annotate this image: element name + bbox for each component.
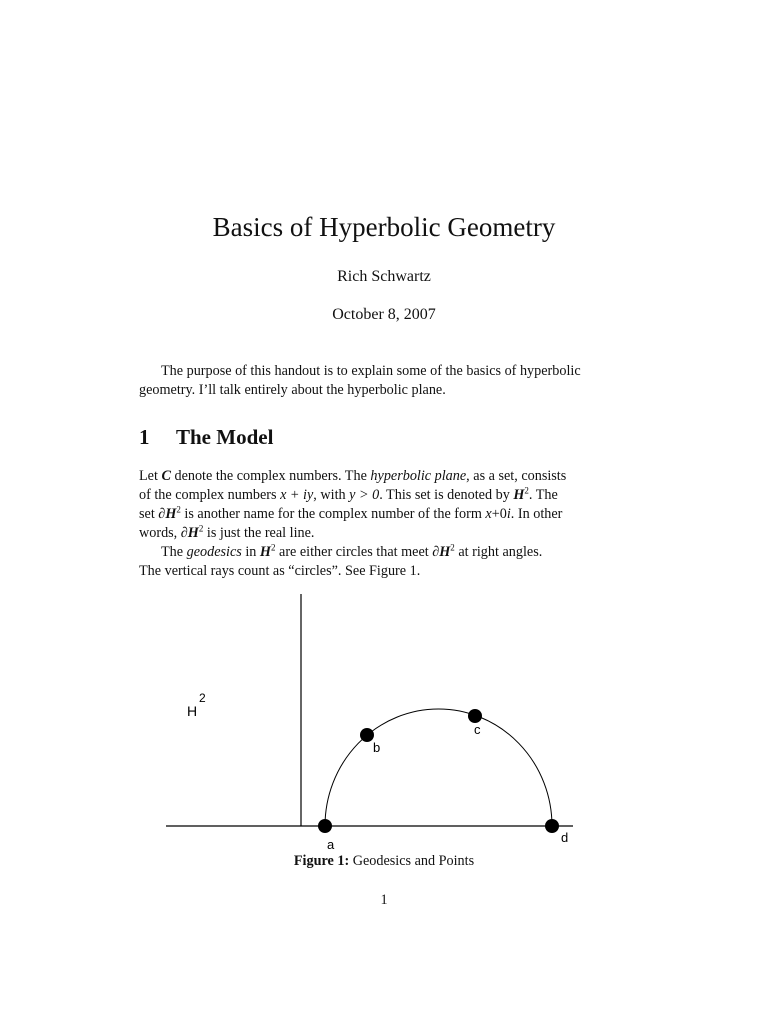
section-number: 1: [139, 425, 150, 449]
point-a: [318, 819, 332, 833]
geodesic-semicircle: [325, 709, 552, 826]
body-line-6: The vertical rays count as “circles”. See Figure 1.: [139, 563, 421, 579]
region-label: H: [187, 703, 198, 719]
author-name: Rich Schwartz: [337, 268, 431, 285]
point-d-label: d: [561, 830, 569, 845]
figure-caption: [0, 853, 768, 870]
body-line-4: words, $\partial H^2$ is just the real line.: [139, 523, 315, 541]
page-number: 1: [380, 892, 388, 908]
caption-text: Geodesics and Points: [349, 853, 475, 869]
body-line-5: The geodesics in $H^2$ are either circles that meet $\partial H^2$ at right angles.: [161, 542, 543, 560]
abstract-line-1: The purpose of this handout is to explain some of the basics of hyperbolic: [161, 363, 581, 379]
abstract-line-2: geometry. I’ll talk entirely about the hyperbolic plane.: [139, 382, 446, 398]
point-b: [360, 728, 374, 742]
paper-title: Basics of Hyperbolic Geometry: [212, 212, 556, 242]
caption-label: Figure 1:: [293, 853, 350, 869]
region-label-sup: 2: [199, 691, 206, 705]
body-line-2: of the complex numbers x + iy, with y > 0. This set is denoted by $H^2$. The: [139, 485, 558, 503]
body-line-3: set $\partial H^2$ is another name for the complex number of the form x+0i. In other: [139, 504, 563, 522]
point-d: [545, 819, 559, 833]
body-line-1: Let C denote the complex numbers. The hyperbolic plane, as a set, consists: [139, 468, 567, 484]
section-title: The Model: [176, 425, 274, 449]
paper-date: October 8, 2007: [332, 306, 436, 323]
point-a-label: a: [327, 837, 335, 852]
point-c: [468, 709, 482, 723]
point-c-label: c: [474, 722, 481, 737]
point-b-label: b: [373, 740, 381, 755]
